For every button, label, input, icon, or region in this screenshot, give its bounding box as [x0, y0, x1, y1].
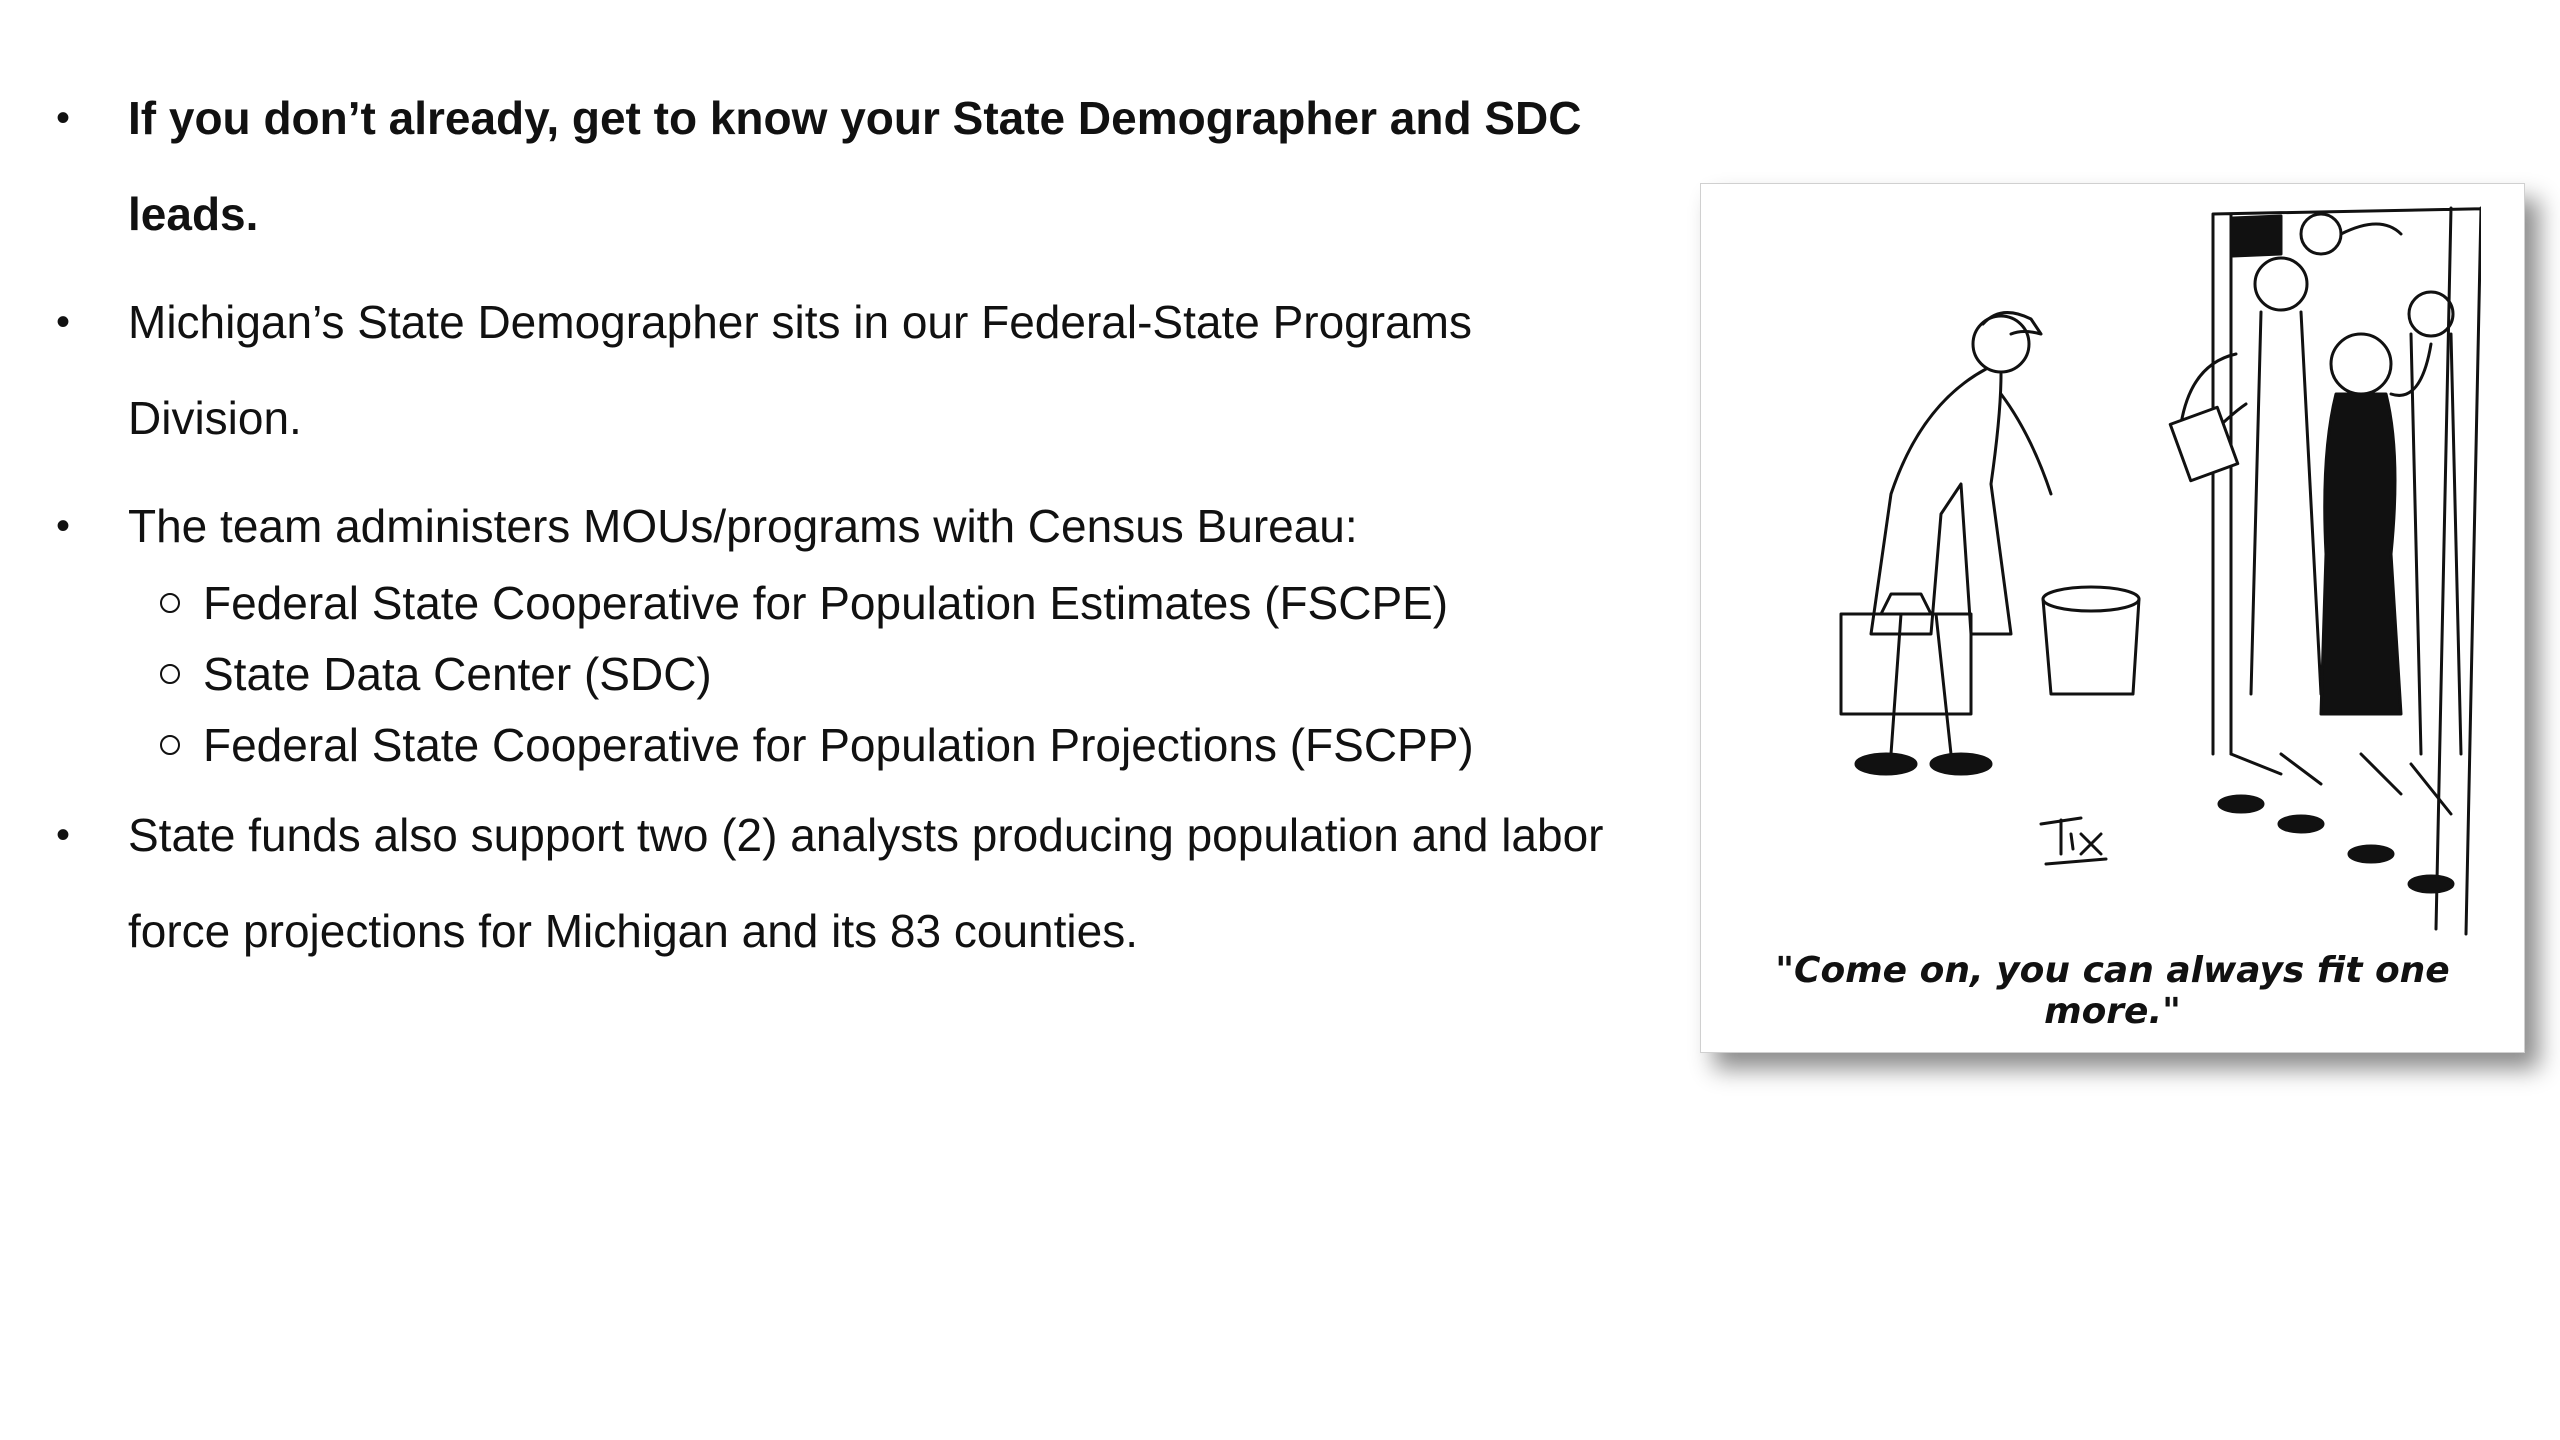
bullet-text: State funds also support two (2) analysts producing population and labor force projections for Michigan and its 83 counties.: [128, 809, 1604, 957]
bullet-item: [48, 274, 1648, 466]
sub-bullet-text: Federal State Cooperative for Population Projections (FSCPP): [203, 719, 1474, 771]
cartoon-drawing: [1761, 194, 2481, 954]
bullet-text: Michigan’s State Demographer sits in our Federal-State Programs Division.: [128, 296, 1472, 444]
sub-bullet-item: [48, 639, 1648, 710]
cartoon-image: [1700, 183, 2525, 1053]
sub-bullet-item: [48, 568, 1648, 639]
circle-bullet-icon: [160, 664, 180, 684]
bullet-item: [48, 70, 1648, 262]
trash-can: [2043, 587, 2139, 694]
man-with-briefcase: [1841, 313, 2051, 774]
circle-bullet-icon: [160, 593, 180, 613]
bullet-item: [48, 478, 1648, 574]
bullet-text: The team administers MOUs/programs with Census Bureau:: [128, 500, 1358, 552]
bullet-item: [48, 787, 1648, 979]
bullet-dot: •: [56, 96, 71, 140]
door-shadow: [2233, 216, 2281, 256]
sub-bullet-item: [48, 710, 1648, 781]
artist-signature: [2041, 818, 2106, 864]
sub-bullet-list: [48, 568, 1648, 781]
bullet-dot: •: [56, 504, 71, 548]
sub-bullet-text: Federal State Cooperative for Population Estimates (FSCPE): [203, 577, 1449, 629]
bullet-list: [48, 70, 1648, 979]
sub-bullet-text: State Data Center (SDC): [203, 648, 712, 700]
bullet-dot: •: [56, 300, 71, 344]
circle-bullet-icon: [160, 735, 180, 755]
bullet-dot: •: [56, 813, 71, 857]
cartoon-caption: "Come on, you can always fit one more.": [1775, 950, 2450, 1032]
bullet-text: If you don’t already, get to know your State Demographer and SDC leads.: [128, 92, 1582, 240]
